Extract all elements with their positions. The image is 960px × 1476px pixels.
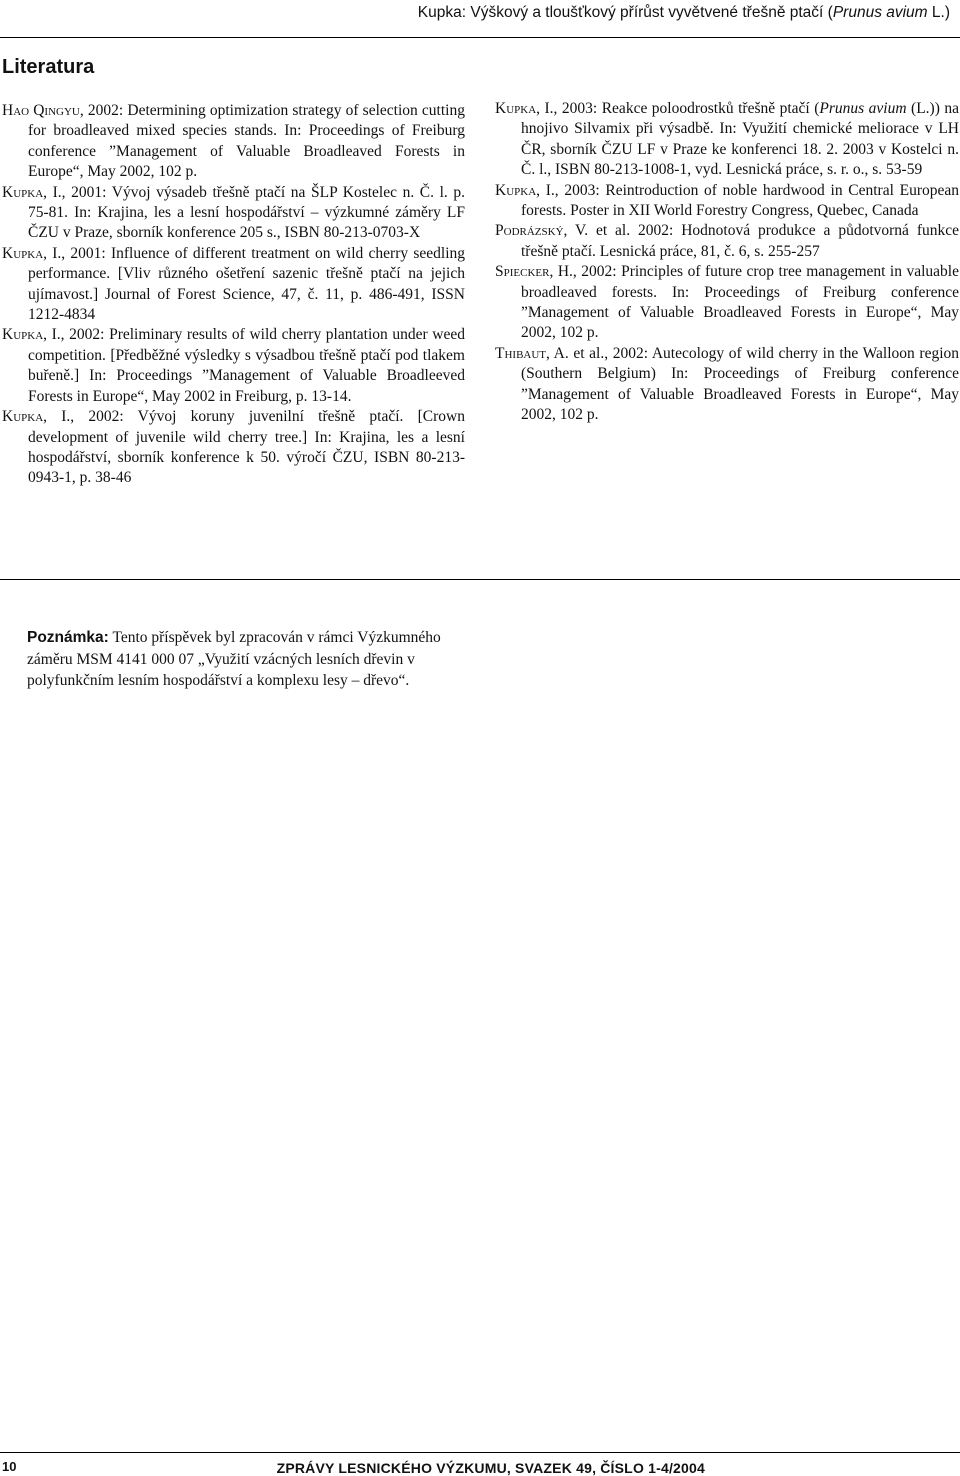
reference-item <box>495 99 959 181</box>
running-title-post: L.) <box>927 4 950 21</box>
reference-author: Hao Qingyu <box>2 102 80 119</box>
note-rule <box>0 579 960 580</box>
reference-author: Kupka <box>495 181 537 199</box>
reference-author: Podrázský <box>495 222 564 240</box>
reference-item <box>495 181 959 222</box>
reference-item <box>2 101 465 183</box>
footer-rule <box>0 1452 960 1453</box>
running-title-italic: Prunus avium <box>832 4 928 21</box>
journal-title: ZPRÁVY LESNICKÉHO VÝZKUMU, SVAZEK 49, ČÍSLO 1-4/2004 <box>276 1460 705 1476</box>
page-number: 10 <box>2 1459 17 1474</box>
reference-author: Kupka <box>495 100 537 117</box>
acknowledgement-note <box>27 627 467 692</box>
reference-item <box>495 262 959 344</box>
reference-text: , H., 2002: Principles of future crop tree management in valuable broadleaved forests. In: Proceedings of Freiburg conference ”Management of Valuable Broadleaved Forests in Europe“, May 2002, 102 p. <box>521 263 959 342</box>
note-label: Poznámka: <box>27 629 109 646</box>
reference-item <box>495 221 959 262</box>
reference-author: Kupka <box>2 183 44 201</box>
references-right-column <box>495 99 959 426</box>
reference-text: , I., 2003: Reintroduction of noble hardwood in Central European forests. Poster in XII World Forestry Congress, Quebec, Canada <box>521 181 959 220</box>
reference-text: , I., 2002: Preliminary results of wild cherry plantation under weed competition. [Předběžné výsledky s výsadbou třešně ptačí pod tlakem buřeně.] In: Proceedings ”Management of Valuable Broadleeved Forests in Europe“, May 2002 in Freiburg, p. 13-14. <box>28 326 465 405</box>
reference-author: Kupka <box>2 326 44 344</box>
reference-item <box>495 344 959 426</box>
reference-pre: , I., 2003: Reakce poloodrostků třešně ptačí ( <box>536 100 820 117</box>
reference-author: Kupka <box>2 244 44 262</box>
reference-text: (L.)) na hnojivo Silvamix při výsadbě. In: Využití chemické meliorace v LH ČR, sborník ČZU LF v Praze ke konferenci 18. 2. 2003 v Kostelci n. Č. l., ISBN 80-213-1008-1, vyd. Lesnická práce, s. r. o., s. 53-59 <box>521 100 959 179</box>
header-rule <box>0 37 960 38</box>
reference-text: , I., 2001: Vývoj výsadeb třešně ptačí na ŠLP Kostelec n. Č. l. p. 75-81. In: Krajina, les a lesní hospodářství – výzkumné záměry LF ČZU v Praze, sborník konference 205 s., ISBN 80-213-0703-X <box>28 183 465 242</box>
reference-item <box>2 325 465 407</box>
running-header <box>0 0 960 28</box>
reference-author: Spiecker <box>495 263 550 281</box>
reference-author: Thibaut <box>495 344 547 362</box>
reference-italic: Prunus avium <box>819 100 907 117</box>
reference-text: , V. et al. 2002: Hodnotová produkce a půdotvorná funkce třešně ptačí. Lesnická práce, 81, č. 6, s. 255-257 <box>521 222 959 260</box>
references-left-column <box>2 101 465 489</box>
reference-item <box>2 407 465 489</box>
reference-text: , A. et al., 2002: Autecology of wild cherry in the Walloon region (Southern Belgium) In: Proceedings of Freiburg conference ”Management of Valuable Broadleaved Forests in Europe“, May 2002, 102 p. <box>521 344 959 424</box>
reference-text: , I., 2001: Influence of different treatment on wild cherry seedling performance. [Vliv různého ošetření sazenic třešně ptačí na jejich ujímavost.] Journal of Forest Science, 47, č. 11, p. 486-491, ISSN 1212-4834 <box>28 244 465 324</box>
reference-item <box>2 183 465 244</box>
note-text: Tento příspěvek byl zpracován v rámci Výzkumného záměru MSM 4141 000 07 „Využití vzácných lesních dřevin v polyfunkčním lesním hospodářství a komplexu lesy – dřevo“. <box>27 629 441 689</box>
section-title: Literatura <box>2 56 95 78</box>
reference-text: , I., 2002: Vývoj koruny juvenilní třešně ptačí. [Crown development of juvenile wild cherry tree.] In: Krajina, les a lesní hospodářství, sborník konference k 50. výročí ČZU, ISBN 80-213-0943-1, p. 38-46 <box>28 408 465 487</box>
reference-text: , 2002: Determining optimization strategy of selection cutting for broadleaved mixed species stands. In: Proceedings of Freiburg conference ”Management of Valuable Broadleaved Forests in Europe“, May 2002, 102 p. <box>28 102 465 181</box>
reference-author: Kupka <box>2 408 44 426</box>
reference-item <box>2 244 465 326</box>
running-title-pre: Kupka: Výškový a tloušťkový přírůst vyvětvené třešně ptačí ( <box>417 4 833 21</box>
